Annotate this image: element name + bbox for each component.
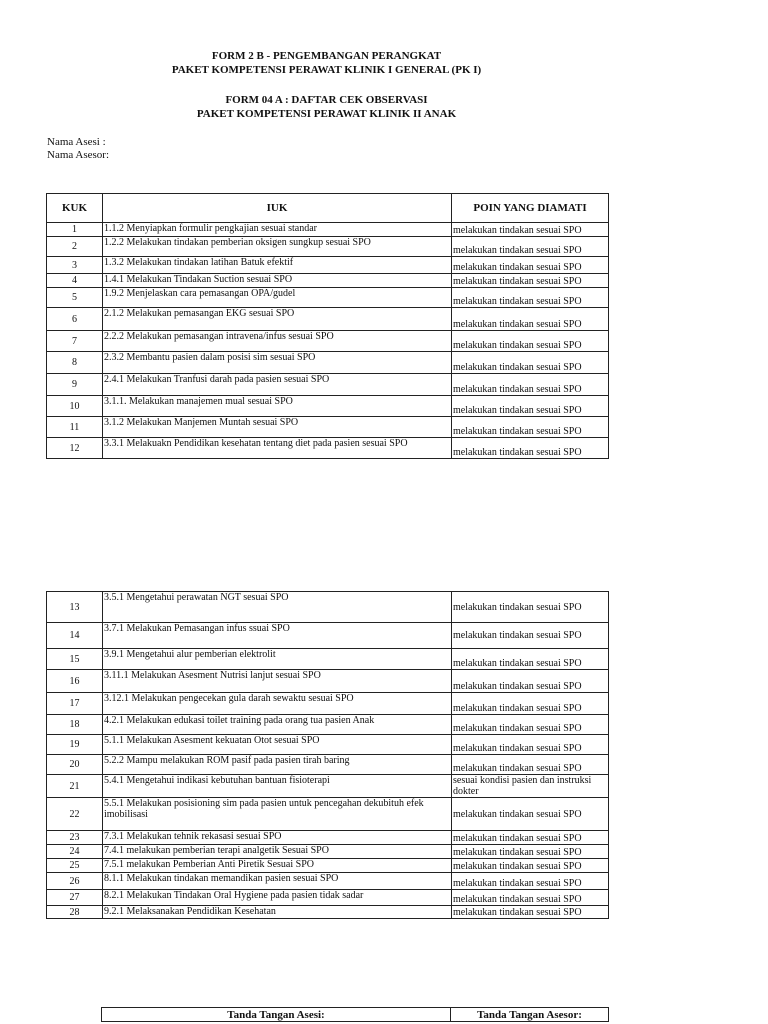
kuk-cell: 24	[47, 845, 103, 859]
poin-cell: melakukan tindakan sesuai SPO	[452, 623, 609, 649]
poin-cell: melakukan tindakan sesuai SPO	[452, 649, 609, 670]
kuk-cell: 16	[47, 670, 103, 693]
kuk-cell: 12	[47, 438, 103, 459]
iuk-cell: 7.4.1 melakukan pemberian terapi analgetik Sesuai SPO	[103, 845, 452, 859]
poin-cell: melakukan tindakan sesuai SPO	[452, 331, 609, 352]
table-row	[47, 755, 609, 775]
kuk-cell: 18	[47, 715, 103, 735]
poin-cell: melakukan tindakan sesuai SPO	[452, 859, 609, 873]
poin-cell: melakukan tindakan sesuai SPO	[452, 274, 609, 288]
iuk-cell: 2.2.2 Melakukan pemasangan intravena/infus sesuai SPO	[103, 331, 452, 352]
form-title-line1: FORM 2 B - PENGEMBANGAN PERANGKAT	[211, 50, 442, 62]
checklist-table-2	[46, 591, 609, 919]
signature-table	[101, 1007, 609, 1022]
iuk-cell: 1.2.2 Melakukan tindakan pemberian oksigen sungkup sesuai SPO	[103, 237, 452, 257]
poin-cell: melakukan tindakan sesuai SPO	[452, 592, 609, 623]
table-row	[47, 890, 609, 906]
iuk-cell: 3.11.1 Melakukan Asesment Nutrisi lanjut sesuai SPO	[103, 670, 452, 693]
iuk-cell: 3.1.1. Melakukan manajemen mual sesuai SPO	[103, 396, 452, 417]
poin-cell: melakukan tindakan sesuai SPO	[452, 693, 609, 715]
table-row	[47, 873, 609, 890]
table-row	[47, 592, 609, 623]
iuk-cell: 3.12.1 Melakukan pengecekan gula darah sewaktu sesuai SPO	[103, 693, 452, 715]
kuk-cell: 19	[47, 735, 103, 755]
poin-cell: melakukan tindakan sesuai SPO	[452, 755, 609, 775]
asesi-name-label: Nama Asesi :	[47, 136, 106, 148]
poin-cell: sesuai kondisi pasien dan instruksi dokter	[452, 775, 609, 798]
table-row	[47, 274, 609, 288]
poin-cell: melakukan tindakan sesuai SPO	[452, 417, 609, 438]
iuk-cell: 3.5.1 Mengetahui perawatan NGT sesuai SPO	[103, 592, 452, 623]
poin-cell: melakukan tindakan sesuai SPO	[452, 352, 609, 374]
poin-cell: melakukan tindakan sesuai SPO	[452, 735, 609, 755]
table-row	[47, 649, 609, 670]
kuk-cell: 6	[47, 308, 103, 331]
kuk-cell: 25	[47, 859, 103, 873]
iuk-cell: 5.2.2 Mampu melakukan ROM pasif pada pasien tirah baring	[103, 755, 452, 775]
kuk-cell: 2	[47, 237, 103, 257]
form-title-line2: PAKET KOMPETENSI PERAWAT KLINIK I GENERAL (PK I)	[171, 64, 482, 76]
table-row	[47, 331, 609, 352]
iuk-cell: 2.3.2 Membantu pasien dalam posisi sim sesuai SPO	[103, 352, 452, 374]
kuk-cell: 14	[47, 623, 103, 649]
table-row	[47, 859, 609, 873]
iuk-cell: 9.2.1 Melaksanakan Pendidikan Kesehatan	[103, 906, 452, 919]
poin-cell: melakukan tindakan sesuai SPO	[452, 257, 609, 274]
kuk-cell: 1	[47, 223, 103, 237]
checklist-table-1	[46, 193, 609, 459]
table-row	[47, 775, 609, 798]
table-row	[47, 417, 609, 438]
iuk-cell: 1.1.2 Menyiapkan formulir pengkajian sesuai standar	[103, 223, 452, 237]
table-row	[47, 237, 609, 257]
signature-asesor-label: Tanda Tangan Asesor:	[451, 1008, 609, 1022]
iuk-cell: 7.5.1 melakukan Pemberian Anti Piretik Sesuai SPO	[103, 859, 452, 873]
poin-cell: melakukan tindakan sesuai SPO	[452, 237, 609, 257]
iuk-cell: 5.4.1 Mengetahui indikasi kebutuhan bantuan fisioterapi	[103, 775, 452, 798]
kuk-cell: 10	[47, 396, 103, 417]
poin-cell: melakukan tindakan sesuai SPO	[452, 906, 609, 919]
table-row	[47, 623, 609, 649]
kuk-cell: 9	[47, 374, 103, 396]
table-row	[47, 396, 609, 417]
table-row	[47, 223, 609, 237]
table-row	[47, 906, 609, 919]
iuk-cell: 1.4.1 Melakukan Tindakan Suction sesuai SPO	[103, 274, 452, 288]
kuk-cell: 13	[47, 592, 103, 623]
iuk-cell: 7.3.1 Melakukan tehnik rekasasi sesuai SPO	[103, 831, 452, 845]
poin-cell: melakukan tindakan sesuai SPO	[452, 715, 609, 735]
table-row	[47, 845, 609, 859]
kuk-cell: 5	[47, 288, 103, 308]
form-title-line4: PAKET KOMPETENSI PERAWAT KLINIK II ANAK	[196, 108, 457, 120]
kuk-cell: 17	[47, 693, 103, 715]
poin-cell: melakukan tindakan sesuai SPO	[452, 831, 609, 845]
signature-asesi-label: Tanda Tangan Asesi:	[102, 1008, 451, 1022]
poin-cell: melakukan tindakan sesuai SPO	[452, 288, 609, 308]
kuk-cell: 4	[47, 274, 103, 288]
iuk-cell: 3.9.1 Mengetahui alur pemberian elektrolit	[103, 649, 452, 670]
iuk-cell: 5.1.1 Melakukan Asesment kekuatan Otot sesuai SPO	[103, 735, 452, 755]
iuk-cell: 8.1.1 Melakukan tindakan memandikan pasien sesuai SPO	[103, 873, 452, 890]
kuk-cell: 7	[47, 331, 103, 352]
kuk-cell: 20	[47, 755, 103, 775]
table-row	[47, 670, 609, 693]
poin-cell: melakukan tindakan sesuai SPO	[452, 396, 609, 417]
kuk-cell: 22	[47, 798, 103, 831]
table-row	[47, 831, 609, 845]
table-row	[47, 374, 609, 396]
table-row	[47, 693, 609, 715]
iuk-cell: 8.2.1 Melakukan Tindakan Oral Hygiene pada pasien tidak sadar	[103, 890, 452, 906]
table-row	[47, 438, 609, 459]
table-row	[47, 288, 609, 308]
poin-cell: melakukan tindakan sesuai SPO	[452, 308, 609, 331]
form-title-line3: FORM 04 A : DAFTAR CEK OBSERVASI	[225, 94, 428, 106]
poin-cell: melakukan tindakan sesuai SPO	[452, 670, 609, 693]
iuk-cell: 2.1.2 Melakukan pemasangan EKG sesuai SPO	[103, 308, 452, 331]
poin-cell: melakukan tindakan sesuai SPO	[452, 438, 609, 459]
kuk-cell: 11	[47, 417, 103, 438]
header-iuk: IUK	[103, 194, 452, 223]
kuk-cell: 28	[47, 906, 103, 919]
table-row	[47, 352, 609, 374]
iuk-cell: 3.1.2 Melakukan Manjemen Muntah sesuai SPO	[103, 417, 452, 438]
kuk-cell: 27	[47, 890, 103, 906]
kuk-cell: 15	[47, 649, 103, 670]
header-kuk: KUK	[47, 194, 103, 223]
poin-cell: melakukan tindakan sesuai SPO	[452, 890, 609, 906]
iuk-cell: 5.5.1 Melakukan posisioning sim pada pasien untuk pencegahan dekubituh efek imobilisasi	[103, 798, 452, 831]
iuk-cell: 2.4.1 Melakukan Tranfusi darah pada pasien sesuai SPO	[103, 374, 452, 396]
iuk-cell: 1.3.2 Melakukan tindakan latihan Batuk efektif	[103, 257, 452, 274]
poin-cell: melakukan tindakan sesuai SPO	[452, 374, 609, 396]
kuk-cell: 21	[47, 775, 103, 798]
table-row	[47, 715, 609, 735]
table-row	[47, 735, 609, 755]
kuk-cell: 3	[47, 257, 103, 274]
iuk-cell: 1.9.2 Menjelaskan cara pemasangan OPA/gudel	[103, 288, 452, 308]
iuk-cell: 4.2.1 Melakukan edukasi toilet training pada orang tua pasien Anak	[103, 715, 452, 735]
kuk-cell: 26	[47, 873, 103, 890]
poin-cell: melakukan tindakan sesuai SPO	[452, 798, 609, 831]
poin-cell: melakukan tindakan sesuai SPO	[452, 223, 609, 237]
kuk-cell: 23	[47, 831, 103, 845]
poin-cell: melakukan tindakan sesuai SPO	[452, 873, 609, 890]
poin-cell: melakukan tindakan sesuai SPO	[452, 845, 609, 859]
table-row	[47, 257, 609, 274]
table-row	[47, 798, 609, 831]
table-header-row	[47, 194, 609, 223]
table-row	[47, 308, 609, 331]
iuk-cell: 3.7.1 Melakukan Pemasangan infus ssuai SPO	[103, 623, 452, 649]
iuk-cell: 3.3.1 Melakuakn Pendidikan kesehatan tentang diet pada pasien sesuai SPO	[103, 438, 452, 459]
asesor-name-label: Nama Asesor:	[47, 149, 110, 161]
kuk-cell: 8	[47, 352, 103, 374]
header-poin: POIN YANG DIAMATI	[452, 194, 609, 223]
